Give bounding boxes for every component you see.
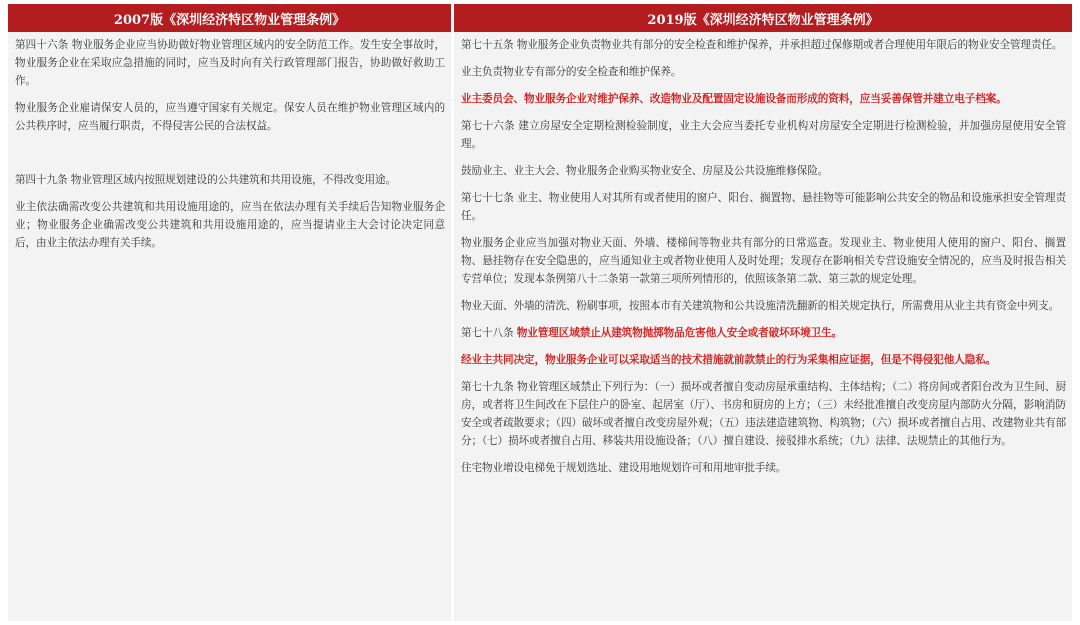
change-use-paragraph: 业主依法确需改变公共建筑和共用设施用途的，应当在依法办理有关手续后告知物业服务企业；物业服务企业确需改变公共建筑和共用设施用途的，应当提请业主大会讨论决定同意后，由业主依法办理有关手续。 <box>15 201 445 249</box>
header-2019: 2019版《深圳经济特区物业管理条例》 <box>454 4 1072 32</box>
cleaning-paragraph: 物业天面、外墙的清洗、粉刷事项，按照本市有关建筑物和公共设施清洗翻新的相关规定执行，所需费用从业主共有资金中列支。 <box>461 300 1060 312</box>
elevator-paragraph: 住宅物业增设电梯免于规划选址、建设用地规划许可和用地审批手续。 <box>461 462 787 474</box>
header-2007: 2007版《深圳经济特区物业管理条例》 <box>8 4 451 32</box>
column-2019 <box>454 4 1072 621</box>
security-staff-paragraph: 物业服务企业雇请保安人员的，应当遵守国家有关规定。保安人员在维护物业管理区域内的公共秩序时，应当履行职责，不得侵害公民的合法权益。 <box>15 102 445 132</box>
article-49: 第四十九条 物业管理区域内按照规划建设的公共建筑和共用设施，不得改变用途。 <box>15 174 397 186</box>
insurance-paragraph: 鼓励业主、业主大会、物业服务企业购买物业安全、房屋及公共设施维修保险。 <box>461 165 829 177</box>
article-76: 第七十六条 建立房屋安全定期检测检验制度，业主大会应当委托专业机构对房屋安全定期进行检测检验，并加强房屋使用安全管理。 <box>461 120 1066 150</box>
article-46: 第四十六条 物业服务企业应当协助做好物业管理区域内的安全防范工作。发生安全事故时，物业服务企业在采取应急措施的同时，应当及时向有关行政管理部门报告，协助做好救助工作。 <box>15 39 445 87</box>
article-78 <box>461 324 1066 342</box>
column-2007 <box>8 4 451 621</box>
body-2019 <box>454 32 1072 621</box>
article-79: 第七十九条 物业管理区域禁止下列行为：（一）损坏或者擅自变动房屋承重结构、主体结构；（二）将房间或者阳台改为卫生间、厨房，或者将卫生间改在下层住户的卧室、起居室（厅）、书房和厨房的上方；（三）未经批准擅自改变房屋内部防火分隔，影响消防安全或者疏散要求；（四）破坏或者擅自改变房屋外观；（五）违法建造建筑物、构筑物；（六）损坏或者擅自占用、改建物业共有部分；（七）损坏或者擅自占用、移装共用设施设备；（八）擅自建设、接驳排水系统；（九）法律、法规禁止的其他行为。 <box>461 381 1066 447</box>
article-77: 第七十七条 业主、物业使用人对其所有或者使用的窗户、阳台、搁置物、悬挂物等可能影响公共安全的物品和设施承担安全管理责任。 <box>461 192 1066 222</box>
comparison-table <box>8 4 1072 621</box>
evidence-paragraph: 经业主共同决定，物业服务企业可以采取适当的技术措施就前款禁止的行为采集相应证据，但是不得侵犯他人隐私。 <box>461 354 997 366</box>
inspection-paragraph: 物业服务企业应当加强对物业天面、外墙、楼梯间等物业共有部分的日常巡查。发现业主、物业使用人使用的窗户、阳台、搁置物、悬挂物存在安全隐患的，应当通知业主或者物业使用人及时处理；发现存在影响相关专营设施安全情况的，应当及时报告相关专营单位；发现本条例第八十二条第一款第三项所列情形的，依照该条第二款、第三款的规定处理。 <box>461 237 1066 285</box>
article-78-number: 第七十八条 <box>461 327 517 339</box>
body-2007 <box>8 32 451 621</box>
article-78-text: 物业管理区域禁止从建筑物抛掷物品危害他人安全或者破坏环境卫生。 <box>516 327 843 339</box>
electronic-archive-paragraph: 业主委员会、物业服务企业对维护保养、改造物业及配置固定设施设备而形成的资料，应当妥善保管并建立电子档案。 <box>461 93 1007 105</box>
article-75: 第七十五条 物业服务企业负责物业共有部分的安全检查和维护保养，并承担超过保修期或者合理使用年限后的物业安全管理责任。 <box>461 39 1063 51</box>
owner-responsibility-paragraph: 业主负责物业专有部分的安全检查和维护保养。 <box>461 66 682 78</box>
spacer <box>15 144 445 171</box>
